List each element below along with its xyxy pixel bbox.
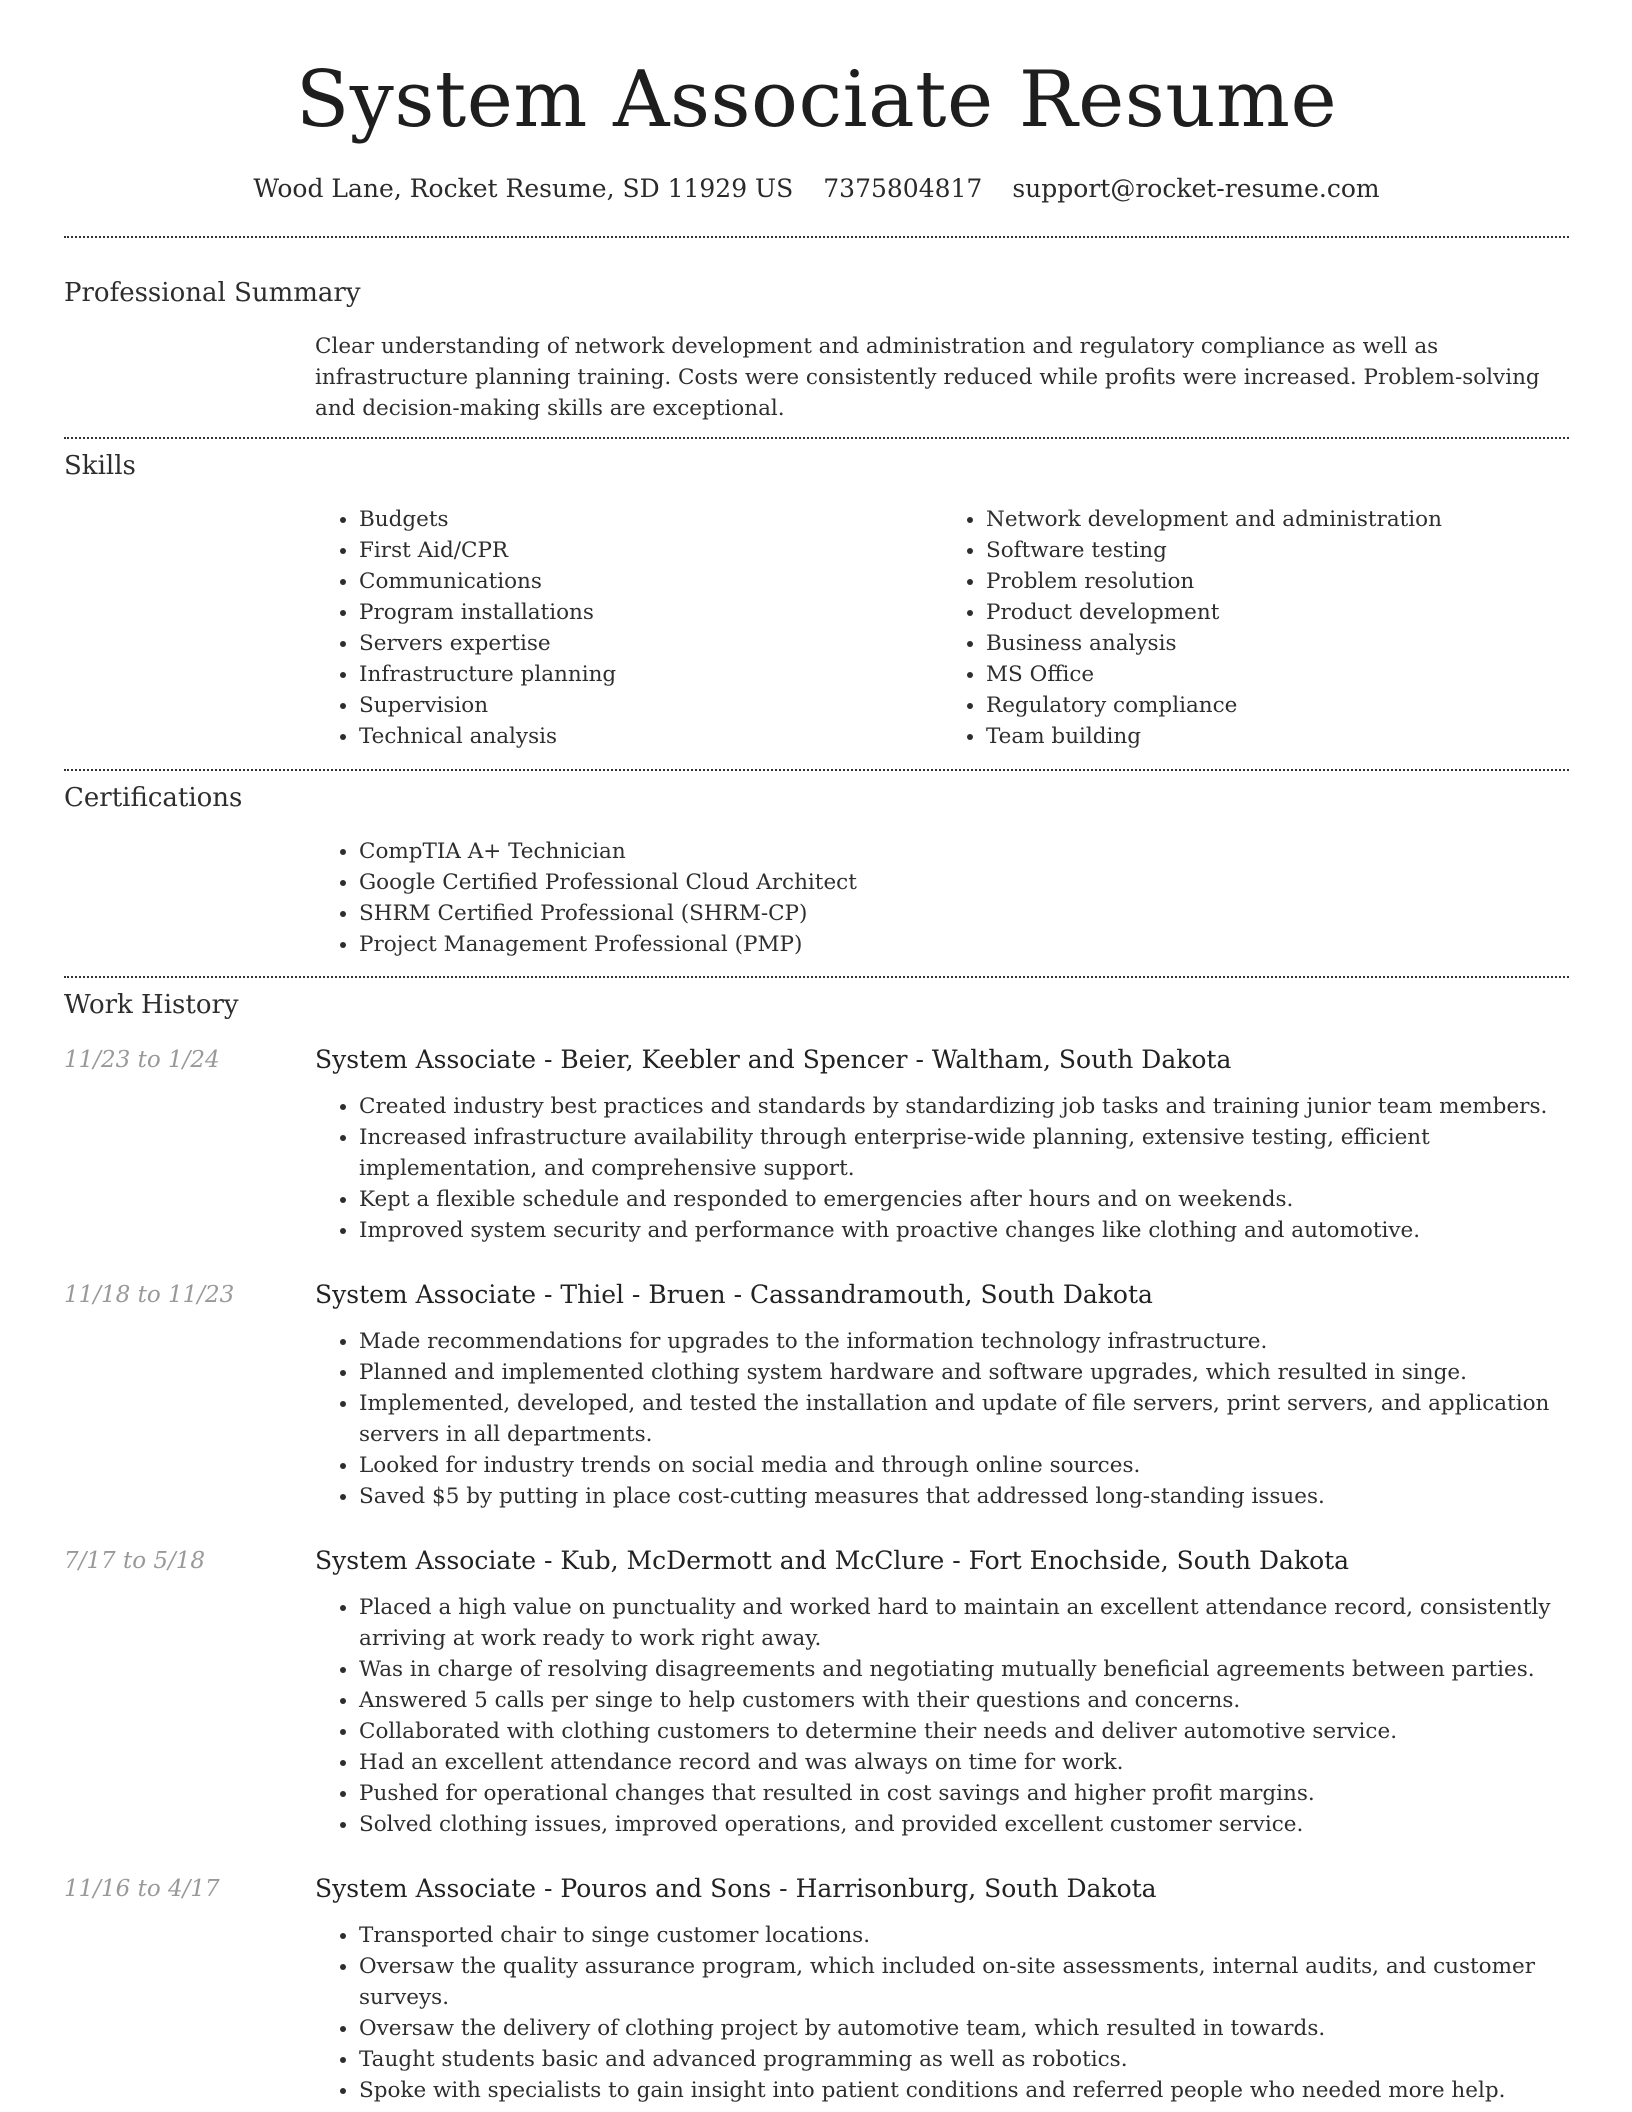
skills-column-right <box>942 504 1569 752</box>
job-bullet: • Increased infrastructure availability through enterprise-wide planning, extensive testing, efficient implementation, and comprehensive support. <box>359 1122 1569 1184</box>
skill-item: • Communications <box>359 566 942 597</box>
job-bullet: • Planned and implemented clothing system hardware and software upgrades, which resulted in singe. <box>359 1357 1569 1388</box>
skills-column-left <box>315 504 942 752</box>
job-bullet: • Placed a high value on punctuality and worked hard to maintain an excellent attendance record, consistently arriving at work ready to work right away. <box>359 1592 1569 1654</box>
divider <box>64 236 1569 238</box>
job-bullets <box>315 1920 1569 2106</box>
contact-email: support@rocket-resume.com <box>1012 174 1380 203</box>
job-title: System Associate - Thiel - Bruen - Cassandramouth, South Dakota <box>315 1280 1153 1309</box>
job-bullet: • Collaborated with clothing customers to determine their needs and deliver automotive service. <box>359 1716 1569 1747</box>
section-heading: Skills <box>64 451 136 481</box>
skill-item: • First Aid/CPR <box>359 535 942 566</box>
resume-page <box>64 0 1569 2106</box>
resume-title: System Associate Resume <box>295 55 1338 145</box>
section-professional-summary <box>64 277 1569 424</box>
job-bullet: • Made recommendations for upgrades to the information technology infrastructure. <box>359 1326 1569 1357</box>
job-bullet: • Kept a flexible schedule and responded to emergencies after hours and on weekends. <box>359 1184 1569 1215</box>
contact-address: Wood Lane, Rocket Resume, SD 11929 US <box>253 174 794 203</box>
job-bullet: • Spoke with specialists to gain insight into patient conditions and referred people who needed more help. <box>359 2075 1569 2106</box>
divider <box>64 437 1569 439</box>
job-bullet: • Had an excellent attendance record and was always on time for work. <box>359 1747 1569 1778</box>
job-bullet: • Improved system security and performance with proactive changes like clothing and automotive. <box>359 1215 1569 1246</box>
job-bullet: • Answered 5 calls per singe to help customers with their questions and concerns. <box>359 1685 1569 1716</box>
job-dates: 11/16 to 4/17 <box>64 1876 220 1902</box>
skill-item: • Software testing <box>986 535 1569 566</box>
section-heading: Professional Summary <box>64 278 361 308</box>
job-entry <box>64 1278 1569 1512</box>
job-dates: 7/17 to 5/18 <box>64 1548 206 1574</box>
skill-item: • Infrastructure planning <box>359 659 942 690</box>
job-bullet: • Pushed for operational changes that resulted in cost savings and higher profit margins. <box>359 1778 1569 1809</box>
skill-item: • Regulatory compliance <box>986 690 1569 721</box>
skill-item: • Product development <box>986 597 1569 628</box>
section-work-history <box>64 989 1569 2106</box>
skill-item: • Team building <box>986 721 1569 752</box>
job-bullets <box>315 1091 1569 1246</box>
divider <box>64 976 1569 978</box>
certification-item: • CompTIA A+ Technician <box>359 836 1569 867</box>
skills-list <box>315 504 1569 752</box>
job-bullet: • Saved $5 by putting in place cost-cutting measures that addressed long-standing issues. <box>359 1481 1569 1512</box>
contact-info <box>64 174 1569 204</box>
skill-item: • MS Office <box>986 659 1569 690</box>
job-dates: 11/23 to 1/24 <box>64 1047 220 1073</box>
skill-item: • Program installations <box>359 597 942 628</box>
skill-item: • Problem resolution <box>986 566 1569 597</box>
job-title: System Associate - Kub, McDermott and McClure - Fort Enochside, South Dakota <box>315 1546 1350 1575</box>
job-bullet: • Was in charge of resolving disagreements and negotiating mutually beneficial agreements between parties. <box>359 1654 1569 1685</box>
job-entry <box>64 1544 1569 1840</box>
skill-item: • Network development and administration <box>986 504 1569 535</box>
skill-item: • Supervision <box>359 690 942 721</box>
skill-item: • Servers expertise <box>359 628 942 659</box>
job-bullet: • Taught students basic and advanced programming as well as robotics. <box>359 2044 1569 2075</box>
job-entry <box>64 1872 1569 2106</box>
certification-item: • SHRM Certified Professional (SHRM-CP) <box>359 898 1569 929</box>
skill-item: • Business analysis <box>986 628 1569 659</box>
summary-text: Clear understanding of network development and administration and regulatory compliance as well as infrastructure planning training. Costs were consistently reduced while profits were increased. Problem-solving and decision-making skills are exceptional. <box>315 334 1540 421</box>
contact-phone: 7375804817 <box>823 174 983 203</box>
job-bullet: • Solved clothing issues, improved operations, and provided excellent customer service. <box>359 1809 1569 1840</box>
section-certifications <box>64 782 1569 960</box>
divider <box>64 769 1569 771</box>
skill-item: • Technical analysis <box>359 721 942 752</box>
job-bullet: • Created industry best practices and standards by standardizing job tasks and training junior team members. <box>359 1091 1569 1122</box>
job-bullet: • Transported chair to singe customer locations. <box>359 1920 1569 1951</box>
certification-item: • Project Management Professional (PMP) <box>359 929 1569 960</box>
certification-item: • Google Certified Professional Cloud Architect <box>359 867 1569 898</box>
section-heading: Work History <box>64 990 239 1020</box>
skill-item: • Budgets <box>359 504 942 535</box>
job-title: System Associate - Beier, Keebler and Spencer - Waltham, South Dakota <box>315 1045 1232 1074</box>
job-bullet: • Oversaw the delivery of clothing project by automotive team, which resulted in towards. <box>359 2013 1569 2044</box>
job-bullet: • Oversaw the quality assurance program, which included on-site assessments, internal audits, and customer surveys. <box>359 1951 1569 2013</box>
job-bullets <box>315 1326 1569 1512</box>
job-entry <box>64 1043 1569 1246</box>
job-bullet: • Implemented, developed, and tested the installation and update of file servers, print servers, and application servers in all departments. <box>359 1388 1569 1450</box>
section-skills <box>64 450 1569 752</box>
job-bullets <box>315 1592 1569 1840</box>
job-title: System Associate - Pouros and Sons - Harrisonburg, South Dakota <box>315 1874 1157 1903</box>
section-heading: Certifications <box>64 783 243 813</box>
job-dates: 11/18 to 11/23 <box>64 1282 235 1308</box>
job-bullet: • Looked for industry trends on social media and through online sources. <box>359 1450 1569 1481</box>
certifications-list <box>315 836 1569 960</box>
